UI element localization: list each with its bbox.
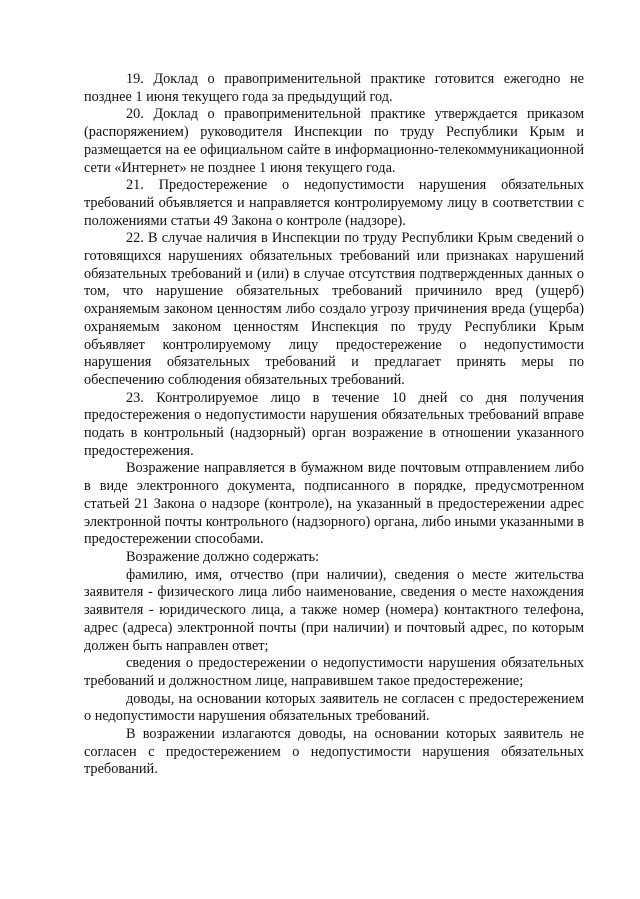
paragraph-21: 21. Предостережение о недопустимости нарушения обязательных требований объявляется и направляется контролируемому лицу в соответствии с положениями статьи 49 Закона о контроле (надзоре).: [84, 177, 584, 229]
document-page: [84, 71, 584, 779]
paragraph-contents-applicant-info: фамилию, имя, отчество (при наличии), сведения о месте жительства заявителя - физического лица либо наименование, сведения о месте нахождения заявителя - юридического лица, а также номер (номера) контактного телефона, адрес (адреса) электронной почты (при наличии) и почтовый адрес, по которым должен быть направлен ответ;: [84, 566, 584, 654]
paragraph-19: 19. Доклад о правоприменительной практике готовится ежегодно не позднее 1 июня текущего года за предыдущий год.: [84, 71, 584, 105]
paragraph-20: 20. Доклад о правоприменительной практике утверждается приказом (распоряжением) руководителя Инспекции по труду Республики Крым и размещается на ее официальном сайте в информационно-телекоммуникационной сети «Интернет» не позднее 1 июня текущего года.: [84, 106, 584, 176]
paragraph-22: 22. В случае наличия в Инспекции по труду Республики Крым сведений о готовящихся нарушениях обязательных требований или признаках нарушений обязательных требований и (или) в случае отсутствия подтвержденных данных о том, что нарушение обязательных требований причинило вред (ущерб) охраняемым законом ценностям либо создало угрозу причинения вреда (ущерба) охраняемым законом ценностям Инспекция по труду Республики Крым объявляет контролируемому лицу предостережение о недопустимости нарушения обязательных требований и предлагает принять меры по обеспечению соблюдения обязательных требований.: [84, 230, 584, 388]
paragraph-23: 23. Контролируемое лицо в течение 10 дней со дня получения предостережения о недопустимости нарушения обязательных требований вправе подать в контрольный (надзорный) орган возражение в отношении указанного предостережения.: [84, 389, 584, 459]
paragraph-contents-warning-info: сведения о предостережении о недопустимости нарушения обязательных требований и должностном лице, направившем такое предостережение;: [84, 655, 584, 689]
paragraph-contents-arguments: доводы, на основании которых заявитель не согласен с предостережением о недопустимости нарушения обязательных требований.: [84, 690, 584, 725]
paragraph-objection-delivery: Возражение направляется в бумажном виде почтовым отправлением либо в виде электронного документа, подписанного в порядке, предусмотренном статьей 21 Закона о надзоре (контроле), на указанный в предостережении адрес электронной почты контрольного (надзорного) органа, либо иными указанными в предостережении способами.: [84, 460, 584, 548]
paragraph-objection-arguments: В возражении излагаются доводы, на основании которых заявитель не согласен с предостережением о недопустимости нарушения обязательных требований.: [84, 726, 584, 778]
paragraph-objection-contents-intro: Возражение должно содержать:: [126, 548, 320, 565]
